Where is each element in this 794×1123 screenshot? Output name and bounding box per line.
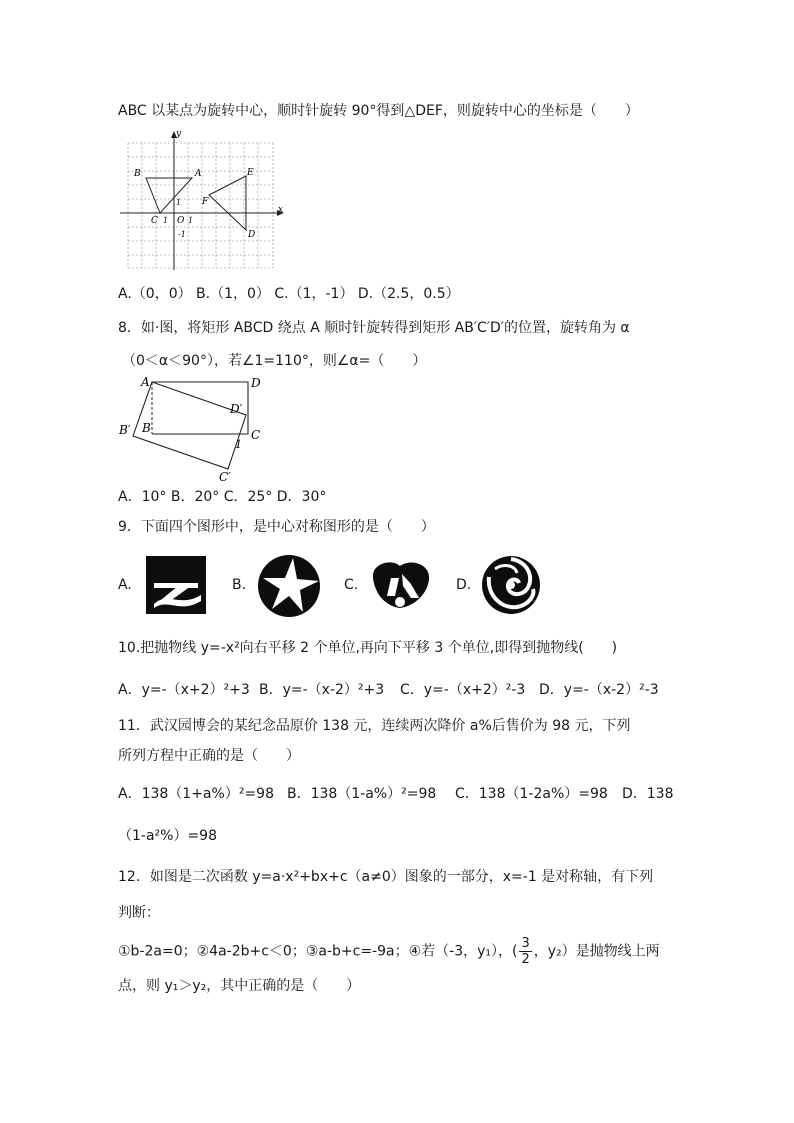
q11-text-line1: 11．武汉园博会的某纪念品原价 138 元，连续两次降价 a%后售价为 98 元，下列 bbox=[118, 718, 631, 734]
fig-label-c-prime: C′ bbox=[219, 470, 231, 484]
q8-text-line1: 8．如·图，将矩形 ABCD 绕点 A 顺时针旋转得到矩形 AB′C′D′的位置，旋转角为 α bbox=[118, 320, 630, 336]
fig-label-c: C bbox=[251, 428, 261, 442]
q11-text-line2: 所列方程中正确的是（ ） bbox=[118, 748, 300, 764]
fig-label-one-left: 1 bbox=[163, 216, 169, 225]
q10-option-b: B．y=-（x-2）²+3 bbox=[259, 682, 385, 698]
fig-label-b-prime: B′ bbox=[119, 423, 131, 437]
q9-option-d-label: D. bbox=[456, 577, 472, 593]
q8-rectangle-figure bbox=[118, 373, 278, 485]
fraction-denominator: 2 bbox=[521, 952, 530, 967]
fig-label-one-right: 1 bbox=[188, 216, 194, 225]
fig-label-x: x bbox=[278, 205, 284, 215]
q9-option-a-label: A. bbox=[118, 577, 132, 593]
triangle-abc bbox=[146, 178, 192, 213]
fraction-numerator: 3 bbox=[521, 936, 530, 951]
fig-label-minus-one: -1 bbox=[178, 230, 186, 239]
q11-option-b: B．138（1-a%）²=98 bbox=[287, 786, 437, 802]
fig-label-y: y bbox=[176, 129, 182, 139]
q7-options: A.（0，0） B.（1，0） C.（1，-1） D.（2.5，0.5） bbox=[118, 286, 460, 302]
fig-label-one-up: 1 bbox=[176, 198, 182, 207]
fig-label-o: O bbox=[177, 216, 185, 226]
q9-text: 9．下面四个图形中，是中心对称图形的是（ ） bbox=[118, 519, 435, 535]
fig-label-f: F bbox=[202, 197, 209, 207]
q11-option-d-continued: （1-a²%）=98 bbox=[118, 828, 217, 844]
q10-option-c: C．y=-（x+2）²-3 bbox=[400, 682, 526, 698]
q10-text: 10.把抛物线 y=-x²向右平移 2 个单位,再向下平移 3 个单位,即得到抛物线( ) bbox=[118, 640, 618, 656]
q9-option-a-shape-icon bbox=[146, 556, 206, 614]
fig-label-b: B bbox=[134, 169, 141, 179]
q9-option-b-star-circle-icon bbox=[257, 554, 321, 618]
q8-text-line2: （0＜α＜90°），若∠1=110°，则∠α=（ ） bbox=[122, 353, 427, 369]
grid bbox=[128, 143, 273, 268]
q9-option-b-label: B. bbox=[232, 577, 247, 593]
fig-label-a: A bbox=[195, 169, 202, 179]
q12-text-line1: 12．如图是二次函数 y=a·x²+bx+c（a≠0）图象的一部分，x=-1 是对称轴，有下列 bbox=[118, 869, 654, 885]
q12-text-line2: 判断： bbox=[118, 905, 160, 921]
fig-label-angle-one: 1 bbox=[235, 438, 242, 451]
fig-label-c: C bbox=[151, 216, 158, 226]
q7-coordinate-figure bbox=[118, 128, 288, 273]
fig-label-d-prime: D′ bbox=[230, 402, 243, 416]
q8-options: A．10° B．20° C．25° D．30° bbox=[118, 489, 327, 505]
q11-option-d: D．138 bbox=[622, 786, 674, 802]
fig-label-e: E bbox=[247, 168, 254, 178]
fig-label-a: A bbox=[141, 375, 150, 389]
q12-conditions-tail: ，y₂）是抛物线上两 bbox=[533, 943, 660, 960]
q10-option-a: A．y=-（x+2）²+3 bbox=[118, 682, 250, 698]
q12-fraction bbox=[519, 936, 531, 967]
q9-option-d-swirl-icon bbox=[481, 555, 541, 615]
q12-text-line4: 点，则 y₁＞y₂，其中正确的是（ ） bbox=[118, 978, 361, 994]
q12-text-line3 bbox=[118, 936, 660, 967]
q11-option-c: C．138（1-2a%）=98 bbox=[455, 786, 608, 802]
q11-option-a: A．138（1+a%）²=98 bbox=[118, 786, 274, 802]
q9-option-c-shape-icon bbox=[367, 556, 433, 612]
fig-label-d: D bbox=[248, 230, 256, 240]
fig-label-b: B bbox=[142, 421, 151, 435]
triangle-def bbox=[209, 176, 246, 230]
q9-option-c-label: C. bbox=[344, 577, 359, 593]
q12-conditions: ①b-2a=0；②4a-2b+c＜0；③a-b+c=-9a；④若（-3，y₁），( bbox=[118, 943, 518, 960]
q7-tail-text: ABC 以某点为旋转中心，顺时针旋转 90°得到△DEF，则旋转中心的坐标是（ ） bbox=[118, 103, 639, 119]
fig-label-d: D bbox=[251, 376, 261, 390]
q10-option-d: D．y=-（x-2）²-3 bbox=[539, 682, 659, 698]
